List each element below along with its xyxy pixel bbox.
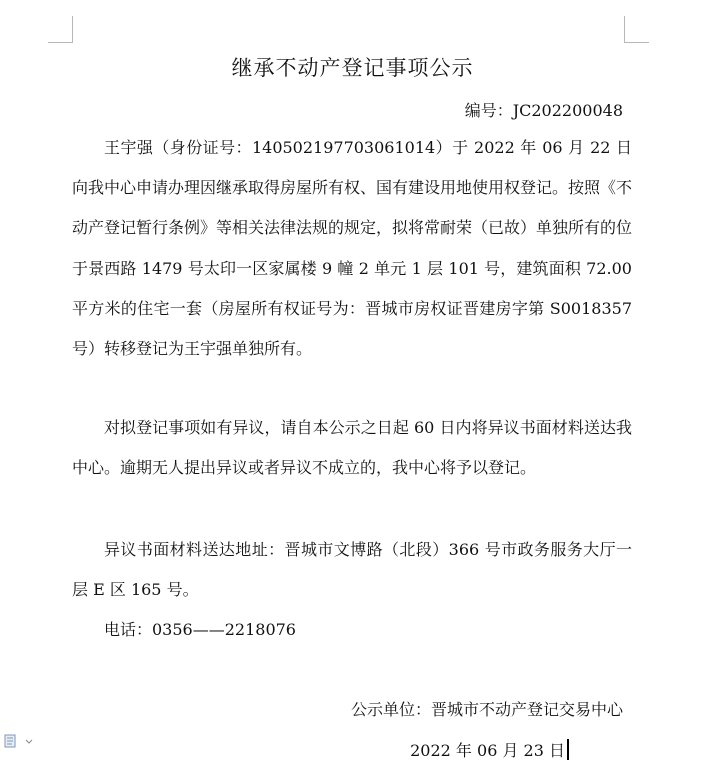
publish-date: 2022 年 06 月 23 日 <box>410 741 565 760</box>
text-cursor[interactable] <box>567 739 569 760</box>
paragraph-address: 异议书面材料送达地址：晋城市文博路（北段）366 号市政务服务大厅一层 E 区 165 号。 <box>72 540 632 600</box>
paragraph-objection: 对拟登记事项如有异议，请自本公示之日起 60 日内将异议书面材料送达我中心。逾期无人提出异议或者异议不成立的，我中心将予以登记。 <box>72 418 632 478</box>
paragraph-applicant: 王宇强（身份证号：140502197703061014）于 2022 年 06 月 22 日向我中心申请办理因继承取得房屋所有权、国有建设用地使用权登记。按照《不动产登记暂行条例》等相关法律法规的规定，拟将常耐荣（已故）单独所有的位于景西路 1479 号太印一区家属楼 9 幢 2 单元 1 层 101 号，建筑面积 72.00 平方米的住宅一套（房屋所有权证号为：晋城市房权证晋建房字第 S0018357 号）转移登记为王宇强单独所有。 <box>72 138 633 359</box>
document-number: 编号：JC202200048 <box>464 101 623 120</box>
paragraph-phone: 电话：0356——2218076 <box>104 620 296 639</box>
crop-mark-top-left <box>48 16 73 43</box>
document-title: 继承不动产登记事项公示 <box>231 56 474 80</box>
document-icon[interactable] <box>4 734 34 748</box>
publishing-unit: 公示单位：晋城市不动产登记交易中心 <box>350 700 623 719</box>
crop-mark-top-right <box>624 16 649 43</box>
